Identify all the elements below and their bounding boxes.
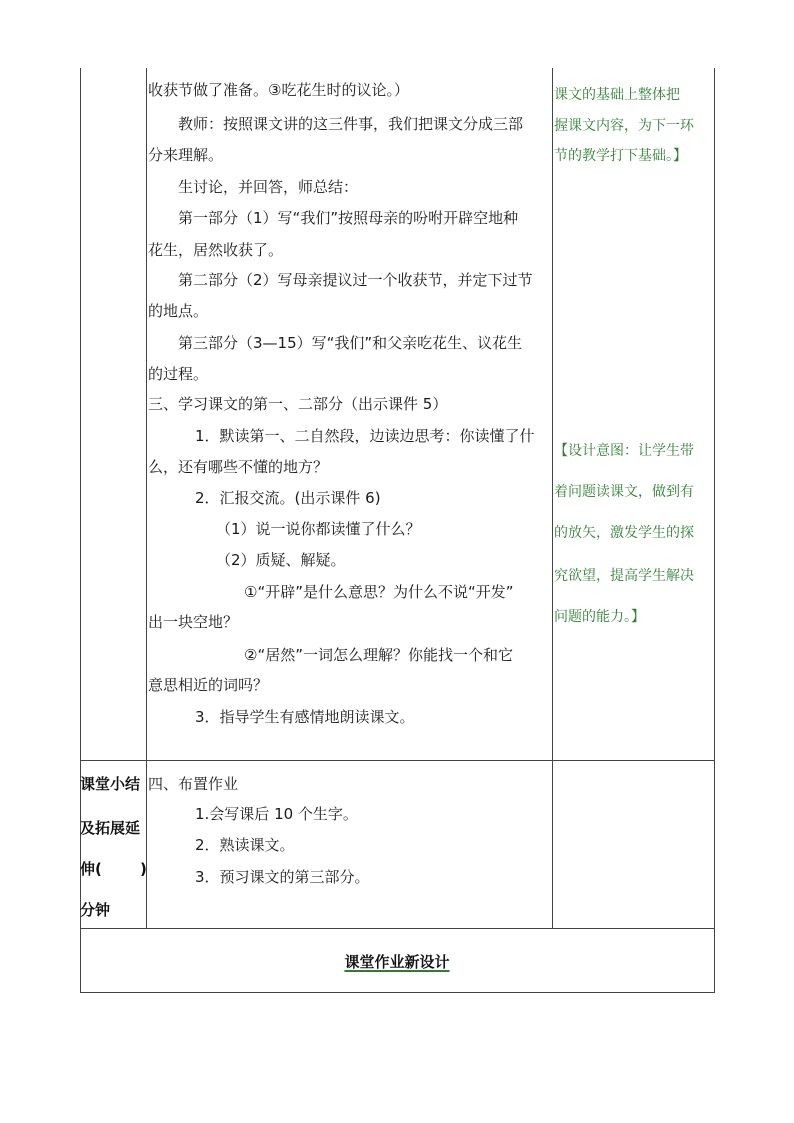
summary-label-line: 伸( (80, 860, 102, 878)
homework-item: 3．预习课文的第三部分。 (195, 868, 370, 886)
intent-line: 节的教学打下基础。】 (554, 148, 687, 164)
table-border-right (714, 68, 715, 993)
process-line: 出一块空地？ (148, 613, 239, 631)
intent-line: 握课文内容，为下一环 (554, 118, 694, 134)
table-border-bottom (80, 992, 714, 993)
summary-label-line: 课堂小结 (80, 775, 141, 793)
process-line: （1）说一说你都读懂了什么？ (216, 520, 421, 538)
homework-heading: 四、布置作业 (148, 775, 239, 793)
table-border-col2 (552, 68, 553, 928)
process-line: 3．指导学生有感情地朗读课文。 (195, 708, 415, 726)
intent-line: 着问题读课文，做到有 (554, 484, 694, 500)
process-line: 1．默读第一、二自然段，边读边思考：你读懂了什 (195, 427, 535, 445)
process-line: 生讨论，并回答，师总结： (178, 178, 359, 196)
process-line: 第一部分（1）写“我们”按照母亲的吩咐开辟空地种 (178, 209, 519, 227)
process-line: 花生，居然收获了。 (148, 241, 284, 259)
section-heading: 三、学习课文的第一、二部分（出示课件 5） (148, 395, 448, 413)
homework-item: 2．熟读课文。 (195, 836, 295, 854)
homework-item: 1.会写课后 10 个生字。 (195, 805, 358, 823)
process-line: 第二部分（2）写母亲提议过一个收获节，并定下过节 (178, 271, 533, 289)
process-line: 第三部分（3—15）写“我们”和父亲吃花生、议花生 (178, 334, 523, 352)
intent-line: 课文的基础上整体把 (554, 87, 680, 103)
table-border-col1 (146, 68, 147, 928)
summary-label-line: 分钟 (80, 901, 111, 919)
process-line: （2）质疑、解疑。 (216, 551, 346, 569)
intent-line: 问题的能力。】 (554, 609, 645, 625)
process-line: 分来理解。 (148, 146, 224, 164)
process-line: ①“开辟”是什么意思？为什么不说“开发” (244, 583, 514, 601)
process-line: 的地点。 (148, 302, 209, 320)
intent-line: 究欲望，提高学生解决 (554, 568, 694, 584)
table-border-left (80, 68, 81, 993)
intent-line: 的放矢，激发学生的探 (554, 525, 694, 541)
summary-label-line: 及拓展延 (80, 819, 141, 837)
process-line: 意思相近的词吗？ (148, 676, 269, 694)
row-divider-1 (80, 760, 714, 761)
process-line: 收获节做了准备。③吃花生时的议论。） (148, 81, 409, 99)
process-line: ②“居然”一词怎么理解？你能找一个和它 (244, 646, 513, 664)
summary-label-line: ) (140, 860, 147, 878)
classwork-design-title-text: 课堂作业新设计 (344, 953, 450, 971)
classwork-design-title (80, 952, 714, 972)
process-line: 么，还有哪些不懂的地方？ (148, 458, 329, 476)
process-line: 的过程。 (148, 365, 209, 383)
row-divider-2 (80, 928, 714, 929)
intent-line: 【设计意图：让学生带 (554, 443, 694, 459)
process-line: 2．汇报交流。(出示课件 6) (195, 489, 381, 507)
process-line: 教师：按照课文讲的这三件事，我们把课文分成三部 (178, 115, 524, 133)
